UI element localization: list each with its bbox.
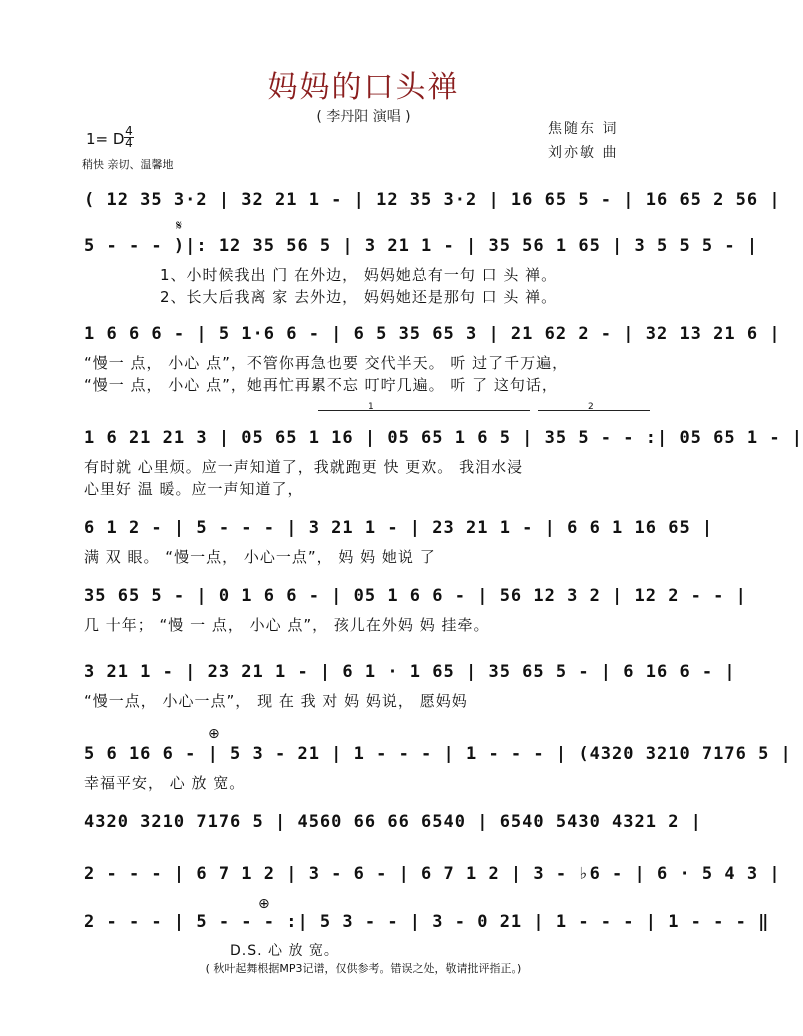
volta-1-number: 1 [368, 402, 374, 412]
score-row-3: 1 6 6 6 - | 5 1·6 6 - | 6 5 35 65 3 | 21 62 2 - | 32 13 21 6 | [84, 324, 781, 344]
lyric-row-7: “慢一点， 小心一点”， 现 在 我 对 妈 妈说， 愿妈妈 [84, 692, 468, 710]
key-signature: 1= D [86, 130, 125, 148]
lyric-row-8: 幸福平安， 心 放 宽。 [84, 774, 246, 792]
lyric-row-2-verse-1: 1、小时候我出 门 在外边， 妈妈她总有一句 口 头 禅。 [160, 266, 558, 284]
lyric-row-3-verse-2: “慢一 点， 小心 点”，她再忙再累不忘 叮咛几遍。 听 了 这句话， [84, 376, 558, 394]
score-row-11: 2 - - - | 5 - - - :| 5 3 - - | 3 - 0 21 | 1 - - - | 1 - - - ‖ [84, 912, 770, 932]
score-row-7: 3 21 1 - | 23 21 1 - | 6 1 · 1 65 | 35 65 5 - | 6 16 6 - | [84, 662, 736, 682]
coda-icon: ⊕ [258, 896, 270, 912]
time-signature [124, 126, 134, 149]
volta-2-number: 2 [588, 402, 594, 412]
score-row-6: 35 65 5 - | 0 1 6 6 - | 05 1 6 6 - | 56 12 3 2 | 12 2 - - | [84, 586, 747, 606]
volta-1-bracket [318, 410, 530, 411]
time-top: 4 [125, 124, 133, 138]
singer-credit: ( 李丹阳 演唱 ) [316, 109, 411, 125]
score-row-10: 2 - - - | 6 7 1 2 | 3 - 6 - | 6 7 1 2 | 3 - ♭6 - | 6 · 5 4 3 | [84, 864, 781, 884]
tempo-marking: 稍快 亲切、温馨地 [82, 158, 174, 171]
page-title: 妈妈的口头禅 [267, 70, 460, 105]
footer-note: ( 秋叶起舞根据MP3记谱，仅供参考。错误之处，敬请批评指正。) [205, 962, 522, 975]
lyric-row-5: 满 双 眼。 “慢一点， 小心一点”， 妈 妈 她说 了 [84, 548, 436, 566]
score-row-5: 6 1 2 - | 5 - - - | 3 21 1 - | 23 21 1 - | 6 6 1 16 65 | [84, 518, 714, 538]
lyric-row-3-verse-1: “慢一 点， 小心 点”，不管你再急也要 交代半天。 听 过了千万遍， [84, 354, 569, 372]
score-row-1: ( 12 35 3·2 | 32 21 1 - | 12 35 3·2 | 16 65 5 - | 16 65 2 56 | [84, 190, 781, 210]
score-row-8: 5 6 16 6 - | 5 3 - 21 | 1 - - - | 1 - - - | (4320 3210 7176 5 | [84, 744, 792, 764]
lyric-row-6: 几 十年； “慢 一 点， 小心 点”， 孩儿在外妈 妈 挂牵。 [84, 616, 490, 634]
lyric-row-11: D.S. 心 放 宽。 [230, 943, 339, 959]
score-row-9: 4320 3210 7176 5 | 4560 66 66 6540 | 6540 5430 4321 2 | [84, 812, 702, 832]
lyric-row-4-verse-2: 心里好 温 暖。应一声知道了， [84, 480, 304, 498]
segno-icon: 𝄋 [176, 218, 183, 234]
lyricist-credit: 焦随东 词 [548, 121, 619, 137]
composer-credit: 刘亦敏 曲 [548, 145, 619, 161]
coda-icon: ⊕ [208, 726, 220, 742]
score-row-2: 5 - - - )|: 12 35 56 5 | 3 21 1 - | 35 56 1 65 | 3 5 5 5 - | [84, 236, 759, 256]
lyric-row-4-verse-1: 有时就 心里烦。应一声知道了，我就跑更 快 更欢。 我泪水浸 [84, 458, 524, 476]
time-bottom: 4 [125, 136, 133, 150]
volta-2-bracket [538, 410, 650, 411]
score-row-4: 1 6 21 21 3 | 05 65 1 16 | 05 65 1 6 5 | 35 5 - - :| 05 65 1 - | [84, 428, 803, 448]
lyric-row-2-verse-2: 2、长大后我离 家 去外边， 妈妈她还是那句 口 头 禅。 [160, 288, 558, 306]
